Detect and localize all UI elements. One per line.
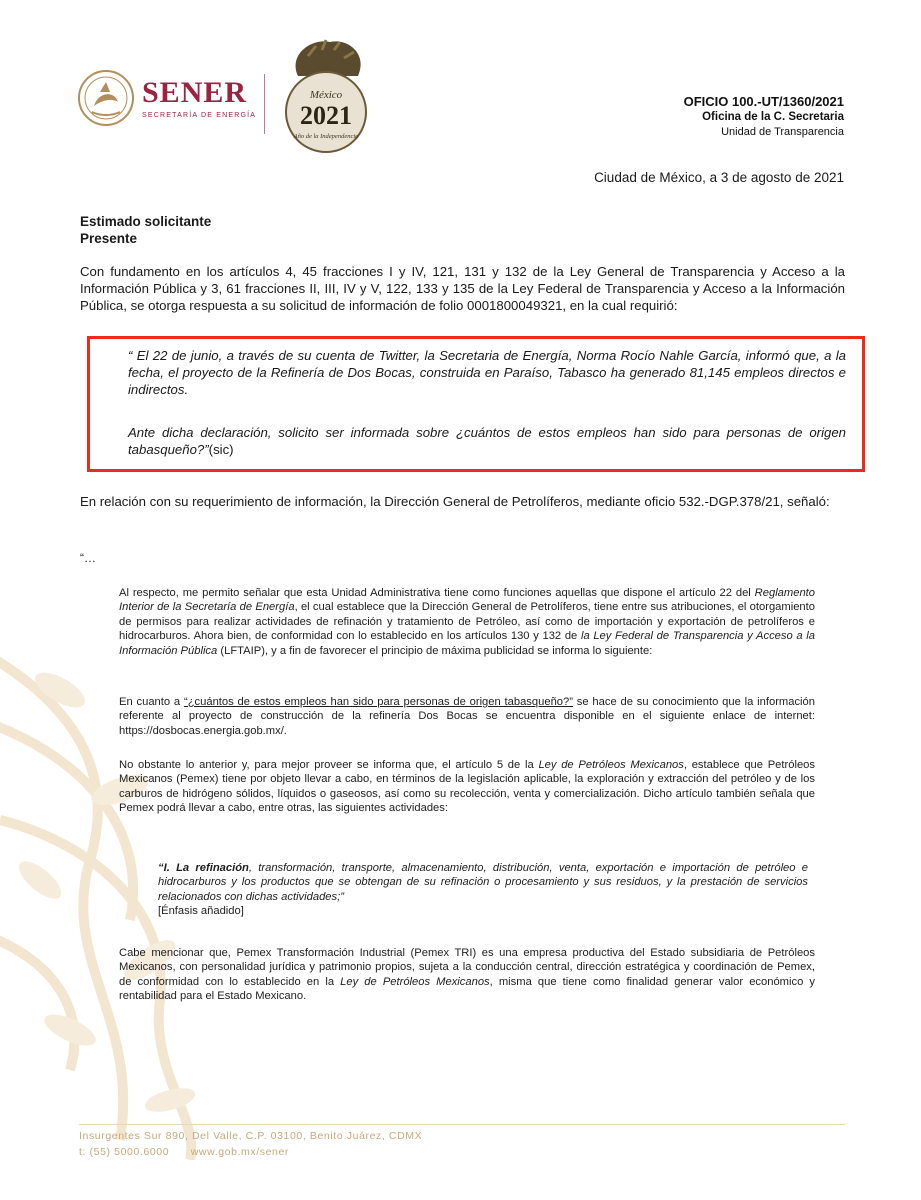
anniv-country: México [309, 89, 343, 101]
inner-paragraph-1 [119, 586, 815, 658]
letterhead [0, 30, 921, 140]
bicentennial-logo-icon [278, 36, 374, 162]
inner-text: , transformación, transporte, almacenamiento, distribución, venta, exportación e importación de petróleo e hidrocarburos y los productos que se obtengan de su refinación o procesamiento y sus residuos, y la prestación de servicios relacionados con dichas actividades;” [158, 862, 808, 903]
greeting [80, 213, 211, 247]
inner-text: (LFTAIP), y a fin de favorecer el principio de máxima publicidad se informa lo siguiente: [217, 644, 653, 657]
footer-rule [79, 1124, 845, 1125]
inner-underlined: “¿cuántos de estos empleos han sido para personas de origen tabasqueño?” [183, 696, 573, 708]
footer-phone: t: (55) 5000.6000 [79, 1146, 170, 1158]
anniv-subtitle: Año de la Independencia [293, 133, 359, 140]
oficio-office: Oficina de la C. Secretaria [702, 111, 844, 123]
greeting-line-1: Estimado solicitante [80, 214, 212, 229]
legal-basis-paragraph: Con fundamento en los artículos 4, 45 fracciones I y IV, 121, 131 y 132 de la Ley General de Transparencia y Acceso a la Información Pública y 3, 61 fracciones II, III, IV y V, 122, 133 y 135 de la Ley Federal de Transparencia y Acceso a la Información Pública, se otorga respuesta a su solicitud de información de folio 0001800049321, en la cual requirió: [80, 264, 845, 314]
request-quote-1: “ El 22 de junio, a través de su cuenta de Twitter, la Secretaria de Energía, Norma Rocío Nahle García, informó que, a la fecha, el proyecto de la Refinería de Dos Bocas, construida en Paraíso, Tabasco ha generado 81,145 empleos directos e indirectos. [128, 348, 846, 398]
sic-mark: (sic) [208, 442, 234, 458]
anniv-year: 2021 [300, 101, 352, 130]
footer-address: Insurgentes Sur 890, Del Valle, C.P. 03100, Benito Juárez, CDMX [79, 1130, 423, 1142]
quote-open: “… [80, 551, 96, 565]
inner-emphasis: Reglamento Interior de la Secretaría de Energía [119, 587, 815, 614]
footer-contact [79, 1144, 422, 1160]
inner-text: , misma que tiene como finalidad generar valor económico y rentabilidad para el Estado Mexicano. [119, 975, 815, 1003]
inner-text: , establece que Petróleos Mexicanos (Pemex) tiene por objeto llevar a cabo, en términos de la legislación aplicable, la exploración y extracción del petróleo y de los carburos de hidrógeno sólidos, líquidos o gaseosos, así como su recolección, venta y comercialización. Dicho artículo también señala que Pemex podrá llevar a cabo, entre otras, las siguientes actividades: [119, 759, 815, 815]
inner-text: Al respecto, me permito señalar que esta Unidad Administrativa tiene como funciones aquellas que dispone el artículo 22 del [119, 587, 755, 599]
document-reference [684, 94, 844, 139]
inner-paragraph-2 [119, 695, 815, 738]
inner-bold: “I. La refinación [158, 862, 249, 874]
header-divider [264, 74, 265, 134]
inner-paragraph-5 [119, 946, 815, 1004]
oficio-unit: Unidad de Transparencia [721, 126, 844, 138]
response-intro-paragraph: En relación con su requerimiento de información, la Dirección General de Petrolíferos, mediante oficio 532.-DGP.378/21, señaló: [80, 494, 830, 509]
document-date: Ciudad de México, a 3 de agosto de 2021 [594, 170, 844, 185]
inner-quote [158, 861, 808, 919]
footer-web[interactable]: www.gob.mx/sener [190, 1146, 290, 1158]
brand-name: SENER [142, 76, 248, 109]
inner-emphasis: Ley de Petróleos Mexicanos [538, 759, 684, 771]
inner-emphasis: la Ley Federal de Transparencia y Acceso a la Información Pública [119, 630, 815, 657]
coat-of-arms-seal-icon [76, 68, 136, 128]
inner-text: , el cual establece que la Dirección General de Petrolíferos, tiene entre sus atribuciones, el otorgamiento de permisos para realizar actividades de refinación y tratamiento de Petróleo, así como de importación y exportación de petrolíferos e hidrocarburos. Ahora bien, de conformidad con lo establecido en los artículos 130 y 132 de [119, 601, 815, 643]
inner-text: se hace de su conocimiento que la información referente al proyecto de construcción de la refinería Dos Bocas se encuentra disponible en el siguiente enlace de internet: https://dosbocas.energia.gob.mx/. [119, 696, 815, 737]
inner-text: No obstante lo anterior y, para mejor proveer se informa que, el artículo 5 de la [119, 759, 539, 771]
footer [79, 1128, 422, 1160]
inner-text: En cuanto a [119, 696, 184, 708]
request-quote-2 [128, 424, 846, 458]
emphasis-note: [Énfasis añadido] [158, 905, 244, 918]
brand-subtitle: SECRETARÍA DE ENERGÍA [142, 112, 257, 119]
inner-text: Cabe mencionar que, Pemex Transformación Industrial (Pemex TRI) es una empresa productiva del Estado subsidiaria de Petróleos Mexicanos, con personalidad jurídica y patrimonio propios, sujeta a la conducción central, dirección estratégica y coordinación de Pemex, de conformidad con lo establecido en la [119, 947, 815, 988]
brand-block [142, 78, 256, 119]
inner-emphasis: Ley de Petróleos Mexicanos [340, 975, 490, 988]
oficio-code: OFICIO 100.-UT/1360/2021 [683, 94, 844, 109]
request-quote-2-text: Ante dicha declaración, solicito ser informada sobre ¿cuántos de estos empleos han sido para personas de origen tabasqueño?” [128, 425, 846, 458]
inner-paragraph-3 [119, 758, 815, 816]
greeting-line-2: Presente [80, 231, 138, 246]
